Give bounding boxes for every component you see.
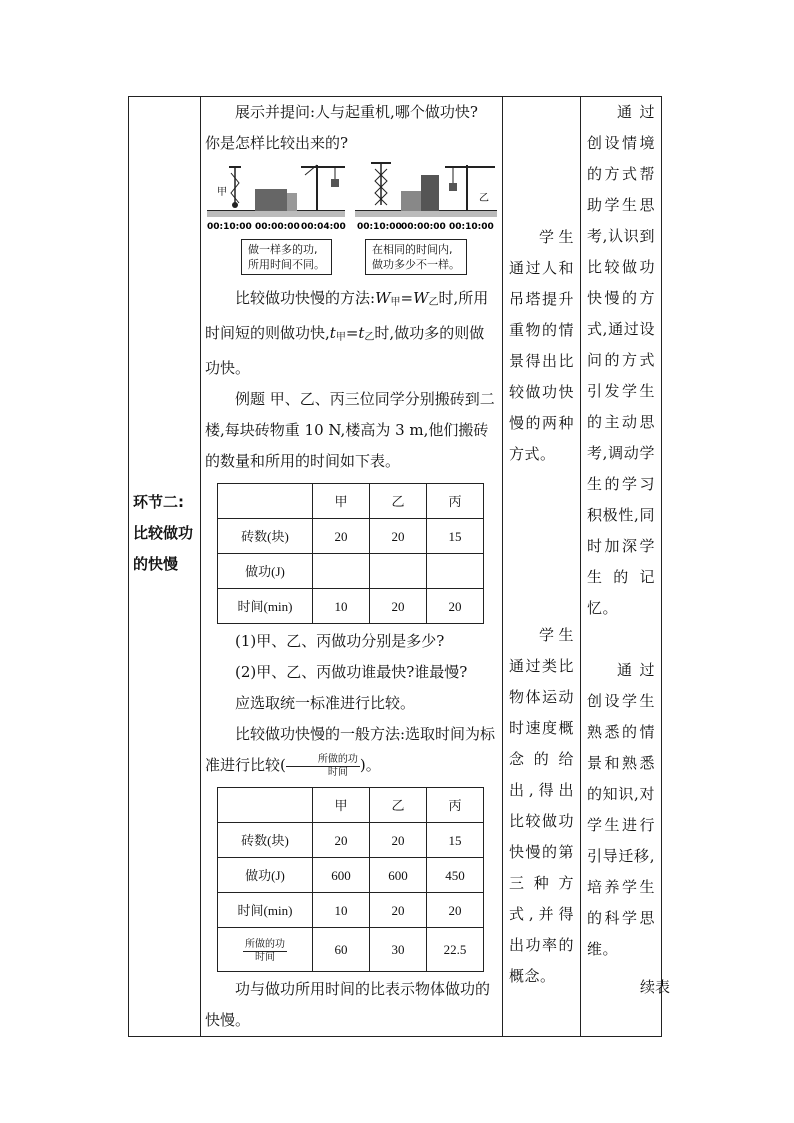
caption-right	[365, 239, 467, 275]
right-start-time: 00:10:00	[357, 222, 402, 232]
left-person-label: 甲	[217, 187, 227, 198]
intro-question: 展示并提问:人与起重机,哪个做功快?	[235, 103, 478, 121]
brick-table-filled	[217, 787, 484, 972]
table-cell: 20	[370, 519, 427, 554]
general-method-paragraph	[205, 719, 498, 781]
equals-sign-2: =	[345, 324, 359, 342]
right-mid-time: 00:00:00	[401, 222, 446, 232]
caption-left	[241, 239, 332, 275]
example-paragraph: 例题 甲、乙、丙三位同学分别搬砖到二楼,每块砖物重 10 N,楼高为 3 m,他们搬砖的数量和所用的时间如下表。	[205, 390, 495, 470]
table-cell: 15	[427, 519, 484, 554]
right-end-time: 00:10:00	[449, 222, 494, 232]
table-row	[218, 788, 484, 823]
table-header-cell: 甲	[313, 484, 370, 519]
table-cell: 20	[427, 589, 484, 624]
lesson-plan-table	[128, 96, 662, 1037]
time-symbol: t	[329, 324, 336, 342]
table-row	[218, 893, 484, 928]
crane-icon-left	[301, 165, 345, 211]
table-cell: 20	[370, 893, 427, 928]
table-cell: 时间(min)	[218, 589, 313, 624]
table-cell: 15	[427, 823, 484, 858]
table-cell	[218, 928, 313, 972]
stage-line-1: 环节二:	[133, 493, 184, 511]
caption-left-line-2: 所用时间不同。	[248, 258, 325, 271]
teaching-content-cell	[201, 97, 503, 1037]
fraction-numerator: 所做的功	[245, 938, 285, 950]
table-cell: 30	[370, 928, 427, 972]
table-cell: 砖数(块)	[218, 823, 313, 858]
left-mid-time: 00:00:00	[255, 222, 300, 232]
student-block-1: 学生通过人和吊塔提升重物的情景得出比较做功快慢的两种方式。	[509, 228, 574, 463]
table-cell: 60	[313, 928, 370, 972]
table-cell: 20	[313, 519, 370, 554]
right-crane-label: 乙	[479, 193, 489, 204]
caption-left-line-1: 做一样多的功,	[248, 243, 318, 256]
table-cell: 时间(min)	[218, 893, 313, 928]
table-row	[218, 484, 484, 519]
subscript-yi-2: 乙	[364, 332, 375, 343]
table-cell: 20	[313, 823, 370, 858]
table-row	[218, 589, 484, 624]
subscript-jia: 甲	[390, 297, 401, 308]
table-header-cell: 乙	[370, 788, 427, 823]
general-text-b: )。	[359, 756, 381, 774]
method-text-c: 时,做功多的则做功快。	[205, 324, 485, 377]
method-text-b: 时,所用时间短的则做功快,	[205, 289, 489, 342]
table-cell: 砖数(块)	[218, 519, 313, 554]
crane-icon-right	[445, 165, 495, 211]
table-cell: 10	[313, 589, 370, 624]
table-row	[218, 554, 484, 589]
table-cell: 20	[427, 893, 484, 928]
table-row	[218, 858, 484, 893]
table-cell: 20	[370, 823, 427, 858]
work-symbol: W	[375, 289, 391, 307]
student-activity-cell	[503, 97, 581, 1037]
intro-question-2: 你是怎样比较出来的?	[205, 134, 349, 152]
table-cell: 600	[370, 858, 427, 893]
stage-line-3: 的快慢	[133, 555, 179, 573]
person-lifting-icon-right	[371, 163, 391, 205]
continued-label: 续表	[640, 978, 671, 996]
question-1: (1)甲、乙、丙做功分别是多少?	[235, 632, 445, 650]
table-cell: 450	[427, 858, 484, 893]
work-over-time-fraction	[286, 754, 360, 779]
left-start-time: 00:10:00	[207, 222, 252, 232]
left-end-time: 00:04:00	[301, 222, 346, 232]
table-header-cell: 甲	[313, 788, 370, 823]
subscript-jia-2: 甲	[335, 332, 346, 343]
table-cell	[370, 554, 427, 589]
caption-right-line-1: 在相同的时间内,	[372, 243, 453, 256]
standard-note: 应选取统一标准进行比较。	[235, 694, 416, 712]
table-cell	[313, 554, 370, 589]
table-cell	[427, 554, 484, 589]
stage-cell	[129, 97, 201, 1037]
question-2: (2)甲、乙、丙做功谁最快?谁最慢?	[235, 663, 468, 681]
table-row	[218, 928, 484, 972]
intent-block-1: 通过创设情境的方式帮助学生思考,认识到比较做功快慢的方式,通过设问的方式引发学生的主动思考,调动学生的学习积极性,同时加深学生的记忆。	[587, 103, 655, 617]
equals-sign: =	[400, 289, 414, 307]
table-cell: 10	[313, 893, 370, 928]
fraction-denominator: 时间	[255, 951, 275, 963]
power-fraction	[243, 939, 287, 964]
method-paragraph	[205, 283, 498, 384]
table-header-cell	[218, 484, 313, 519]
table-cell: 做功(J)	[218, 858, 313, 893]
table-header-cell: 丙	[427, 484, 484, 519]
table-cell: 做功(J)	[218, 554, 313, 589]
brick-table-empty	[217, 483, 484, 624]
design-intent-cell	[581, 97, 662, 1037]
stage-line-2: 比较做功	[133, 524, 194, 542]
table-cell: 22.5	[427, 928, 484, 972]
table-header-cell	[218, 788, 313, 823]
conclusion: 功与做功所用时间的比表示物体做功的快慢。	[205, 980, 491, 1029]
table-cell: 600	[313, 858, 370, 893]
subscript-yi: 乙	[428, 297, 439, 308]
brick-stack-left	[255, 189, 297, 211]
person-lifting-icon	[229, 167, 241, 208]
brick-stack-right	[401, 175, 439, 211]
student-block-2: 学生通过类比物体运动时速度概念的给出,得出比较做功快慢的第三种方式,并得出功率的概念。	[509, 626, 574, 985]
caption-right-line-2: 做功多少不一样。	[372, 258, 460, 271]
work-symbol-2: W	[413, 289, 429, 307]
intent-block-2: 通过创设学生熟悉的情景和熟悉的知识,对学生进行引导迁移,培养学生的科学思维。	[587, 661, 655, 958]
general-text-a: 比较做功快慢的一般方法:选取时间为标准进行比较(	[205, 725, 496, 774]
table-row	[218, 823, 484, 858]
table-header-cell: 丙	[427, 788, 484, 823]
table-cell: 20	[370, 589, 427, 624]
fraction-denominator: 时间	[327, 766, 348, 778]
table-row	[218, 519, 484, 554]
comparison-figure	[205, 161, 498, 279]
table-header-cell: 乙	[370, 484, 427, 519]
fraction-numerator: 所做的功	[286, 754, 360, 767]
method-text-a: 比较做功快慢的方法:	[235, 289, 376, 307]
time-symbol-2: t	[358, 324, 365, 342]
